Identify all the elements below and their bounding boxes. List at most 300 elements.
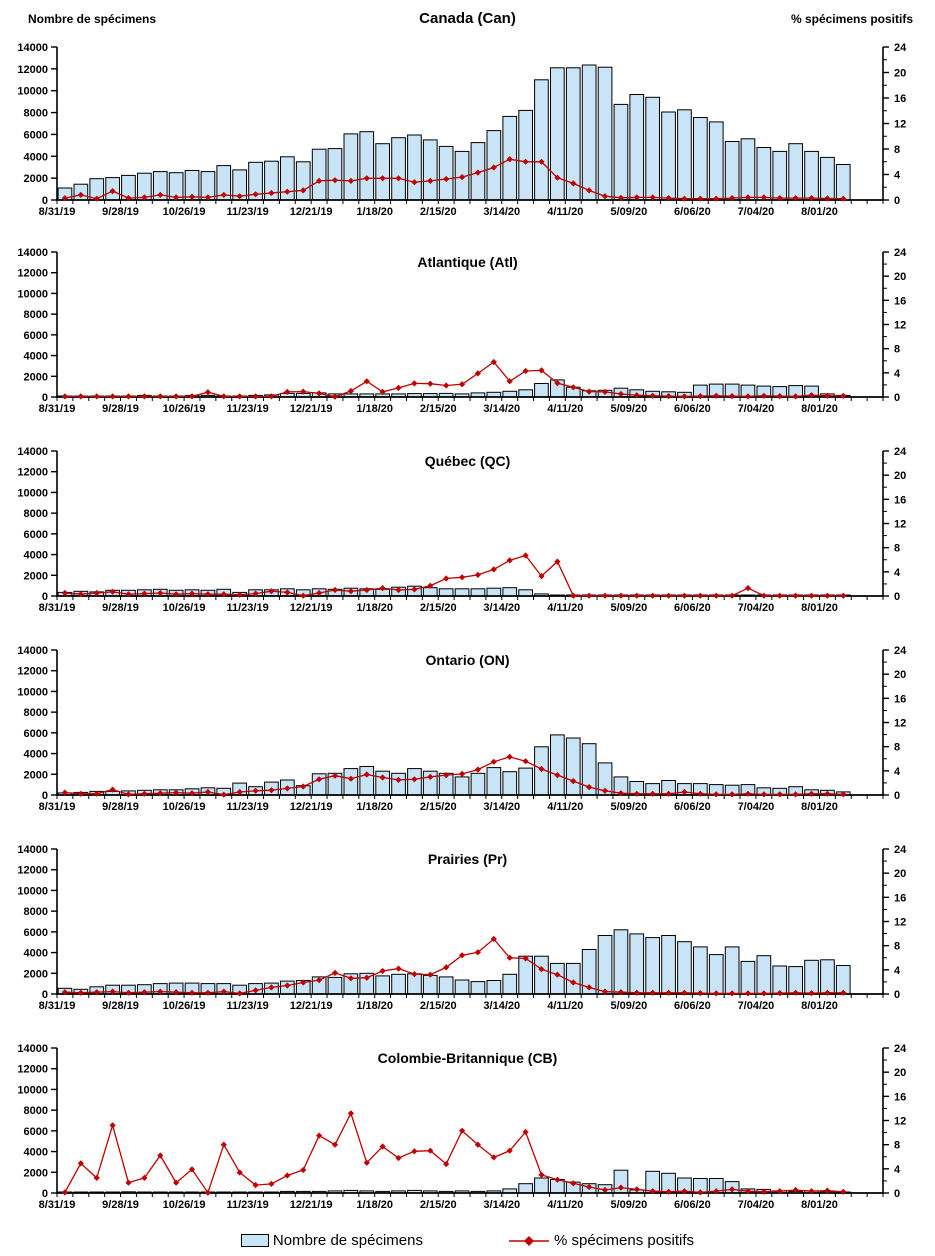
positivity-diamond-marker	[125, 393, 131, 399]
right-axis-tick-label: 8	[894, 542, 901, 555]
positivity-diamond-marker	[459, 771, 465, 777]
specimen-bar	[423, 588, 437, 596]
right-axis-tick-label: 12	[894, 518, 907, 531]
specimen-bar	[646, 938, 660, 994]
positivity-diamond-marker	[443, 382, 449, 388]
positivity-diamond-marker	[491, 566, 497, 572]
x-axis-tick-label: 12/21/19	[289, 801, 333, 813]
specimen-bar	[439, 977, 453, 994]
left-axis-tick-label: 10000	[17, 288, 48, 301]
x-axis-tick-label: 9/28/19	[102, 801, 139, 813]
positivity-diamond-marker	[189, 393, 195, 399]
left-axis-tick-label: 14000	[17, 446, 48, 458]
right-axis-tick-label: 4	[894, 765, 901, 778]
positivity-diamond-marker	[173, 393, 179, 399]
specimen-bar	[312, 149, 326, 200]
x-axis-tick-label: 11/23/19	[226, 403, 269, 415]
left-axis-tick-label: 2000	[23, 1167, 48, 1180]
positivity-diamond-marker	[237, 393, 243, 399]
specimen-bar	[344, 134, 358, 200]
positivity-diamond-marker	[411, 1148, 417, 1154]
x-axis-tick-label: 10/26/19	[162, 801, 206, 813]
specimen-bar	[598, 67, 612, 200]
right-axis-tick-label: 20	[894, 271, 907, 284]
specimen-bar	[503, 772, 517, 795]
x-axis-tick-label: 4/11/20	[547, 801, 584, 813]
specimen-bar	[360, 767, 374, 796]
legend-item-positivity	[508, 1232, 694, 1249]
x-axis-tick-label: 6/06/20	[674, 206, 711, 218]
specimen-bar	[694, 947, 708, 994]
chart-title-prairies: Prairies (Pr)	[427, 851, 508, 867]
specimen-bar	[614, 104, 628, 200]
x-axis-tick-label: 7/04/20	[737, 403, 775, 415]
right-axis-tick-label: 24	[894, 844, 907, 856]
positivity-diamond-marker	[634, 593, 640, 599]
positivity-diamond-marker	[411, 380, 417, 386]
x-axis-tick-label: 5/09/20	[610, 403, 648, 415]
positivity-diamond-marker	[840, 593, 846, 599]
specimen-bar	[487, 588, 501, 596]
bars-group	[58, 65, 850, 200]
positivity-diamond-marker	[78, 393, 84, 399]
left-axis-tick-label: 10000	[17, 1084, 48, 1097]
left-axis-tick-label: 2000	[23, 173, 48, 186]
specimens-legend-label: Nombre de spécimens	[272, 1232, 423, 1249]
x-axis-tick-label: 11/23/19	[226, 1000, 269, 1012]
specimen-bar	[836, 966, 850, 995]
x-axis-tick-label: 12/21/19	[289, 206, 333, 218]
specimen-bar	[296, 162, 310, 200]
left-axis-tick-label: 14000	[17, 1043, 48, 1055]
legend-item-specimens	[241, 1232, 423, 1249]
positivity-diamond-marker	[332, 1142, 338, 1148]
specimen-bar	[535, 80, 549, 200]
x-axis-tick-label: 3/14/20	[483, 403, 521, 415]
positivity-diamond-marker	[380, 968, 386, 974]
left-axis-tick-label: 6000	[23, 727, 48, 740]
specimen-bar	[392, 974, 406, 994]
specimen-bar	[678, 110, 692, 200]
chart-title-colombie-britannique: Colombie-Britannique (CB)	[377, 1050, 558, 1066]
x-axis-tick-label: 8/31/19	[38, 602, 76, 614]
x-axis-tick-label: 8/01/20	[801, 602, 838, 614]
positivity-diamond-marker	[745, 585, 751, 591]
axes-group	[17, 1043, 907, 1211]
canada-chart-svg	[0, 0, 935, 230]
specimen-bar	[503, 974, 517, 994]
left-axis-tick-label: 14000	[17, 247, 48, 259]
left-axis-tick-label: 6000	[23, 129, 48, 142]
positivity-diamond-marker	[777, 593, 783, 599]
x-axis-tick-label: 5/09/20	[610, 1199, 648, 1211]
x-axis-tick-label: 8/31/19	[38, 206, 76, 218]
positivity-diamond-marker	[110, 393, 116, 399]
x-axis-tick-label: 1/18/20	[356, 1199, 394, 1211]
x-axis-tick-label: 5/09/20	[610, 602, 648, 614]
positivity-diamond-marker	[697, 593, 703, 599]
left-axis-tick-label: 0	[41, 1188, 48, 1200]
x-axis-tick-label: 3/14/20	[483, 1000, 521, 1012]
positivity-diamond-marker	[221, 1142, 227, 1148]
left-axis-tick-label: 2000	[23, 570, 48, 583]
specimen-bar	[408, 135, 422, 200]
right-axis-tick-label: 20	[894, 669, 907, 682]
positivity-diamond-marker	[125, 1180, 131, 1186]
right-axis-tick-label: 0	[894, 790, 901, 802]
x-axis-tick-label: 4/11/20	[547, 1199, 584, 1211]
x-axis-tick-label: 9/28/19	[102, 602, 139, 614]
right-axis-tick-label: 16	[894, 693, 907, 706]
x-axis-tick-label: 12/21/19	[289, 403, 333, 415]
x-axis-tick-label: 10/26/19	[162, 206, 206, 218]
x-axis-tick-label: 4/11/20	[547, 206, 584, 218]
specimen-bar	[376, 144, 390, 200]
positivity-diamond-marker	[793, 593, 799, 599]
right-axis-tick-label: 12	[894, 319, 907, 332]
left-axis-tick-label: 0	[41, 591, 48, 603]
x-axis-tick-label: 2/15/20	[419, 602, 457, 614]
right-axis-tick-label: 20	[894, 470, 907, 483]
positivity-legend-label: % spécimens positifs	[554, 1232, 695, 1249]
specimen-bar	[582, 65, 596, 200]
specimen-bar	[455, 980, 469, 994]
left-axis-tick-label: 4000	[23, 1146, 48, 1159]
right-axis-tick-label: 20	[894, 1067, 907, 1080]
specimen-bar	[519, 390, 533, 397]
right-axis-tick-label: 8	[894, 940, 901, 953]
right-axis-tick-label: 0	[894, 1188, 901, 1200]
left-axis-tick-label: 12000	[17, 665, 48, 678]
positivity-diamond-marker	[507, 754, 513, 760]
left-axis-tick-label: 8000	[23, 906, 48, 919]
left-axis-tick-label: 4000	[23, 748, 48, 761]
chart-block-prairies	[0, 827, 935, 1026]
left-axis-tick-label: 14000	[17, 844, 48, 856]
left-axis-tick-label: 6000	[23, 1125, 48, 1138]
specimen-bar	[725, 142, 739, 201]
positivity-diamond-marker	[729, 593, 735, 599]
positivity-diamond-marker	[268, 393, 274, 399]
specimen-bar	[646, 97, 660, 200]
right-axis-tick-label: 24	[894, 42, 907, 54]
specimen-bar	[694, 118, 708, 201]
specimen-bar	[487, 768, 501, 795]
x-axis-tick-label: 3/14/20	[483, 801, 521, 813]
positivity-diamond-marker	[459, 574, 465, 580]
positivity-diamond-marker	[316, 1133, 322, 1139]
specimen-bar	[598, 936, 612, 995]
specimen-bar	[630, 934, 644, 994]
left-axis-tick-label: 6000	[23, 329, 48, 342]
x-axis-tick-label: 1/18/20	[356, 801, 394, 813]
positivity-diamond-marker	[78, 791, 84, 797]
left-axis-tick-label: 14000	[17, 42, 48, 54]
left-axis-tick-label: 12000	[17, 864, 48, 877]
specimen-bar	[805, 151, 819, 200]
x-axis-tick-label: 2/15/20	[419, 1199, 457, 1211]
specimen-bar	[789, 144, 803, 200]
x-axis-tick-label: 7/04/20	[737, 1199, 775, 1211]
x-axis-tick-label: 12/21/19	[289, 602, 333, 614]
specimen-bar	[614, 930, 628, 994]
x-axis-tick-label: 8/31/19	[38, 403, 76, 415]
x-axis-tick-label: 4/11/20	[547, 1000, 584, 1012]
positivity-diamond-marker	[205, 389, 211, 395]
left-axis-tick-label: 0	[41, 195, 48, 207]
specimens-bar-swatch-icon	[241, 1234, 269, 1247]
right-axis-tick-label: 4	[894, 1163, 901, 1176]
specimen-bar	[836, 165, 850, 201]
left-axis-tick-label: 4000	[23, 549, 48, 562]
positivity-diamond-marker	[713, 593, 719, 599]
left-axis-tick-label: 0	[41, 392, 48, 404]
positivity-diamond-marker	[602, 593, 608, 599]
left-axis-tick-label: 2000	[23, 371, 48, 384]
right-axis-tick-label: 8	[894, 343, 901, 356]
bars-group	[58, 735, 850, 795]
specimen-bar	[566, 68, 580, 200]
x-axis-tick-label: 8/01/20	[801, 206, 838, 218]
positivity-diamond-marker	[332, 970, 338, 976]
left-axis-tick-label: 10000	[17, 885, 48, 898]
right-axis-tick-label: 16	[894, 1091, 907, 1104]
x-axis-tick-label: 2/15/20	[419, 801, 457, 813]
x-axis-tick-label: 2/15/20	[419, 403, 457, 415]
positivity-diamond-marker	[570, 593, 576, 599]
x-axis-tick-label: 2/15/20	[419, 1000, 457, 1012]
right-axis-tick-label: 24	[894, 446, 907, 458]
positivity-diamond-marker	[761, 593, 767, 599]
right-axis-tick-label: 8	[894, 741, 901, 754]
left-axis-tick-label: 14000	[17, 645, 48, 657]
right-axis-tick-label: 12	[894, 118, 907, 131]
right-axis-tick-label: 16	[894, 295, 907, 308]
right-axis-tick-label: 12	[894, 717, 907, 730]
left-axis-tick-label: 6000	[23, 926, 48, 939]
left-axis-tick-label: 8000	[23, 707, 48, 720]
specimen-bar	[439, 589, 453, 596]
right-axis-tick-label: 8	[894, 1139, 901, 1152]
x-axis-tick-label: 11/23/19	[226, 801, 269, 813]
x-axis-tick-label: 8/31/19	[38, 1199, 76, 1211]
chart-title-quebec: Québec (QC)	[424, 453, 511, 469]
specimen-bar	[709, 122, 723, 200]
specimen-bar	[344, 769, 358, 795]
specimen-bar	[519, 768, 533, 795]
positivity-diamond-marker	[586, 593, 592, 599]
positivity-diamond-marker	[395, 385, 401, 391]
right-axis-tick-label: 0	[894, 195, 901, 207]
x-axis-tick-label: 11/23/19	[226, 206, 269, 218]
positivity-diamond-marker	[348, 1110, 354, 1116]
positivity-diamond-marker	[475, 767, 481, 773]
x-axis-tick-label: 9/28/19	[102, 1000, 139, 1012]
positivity-diamond-marker	[94, 393, 100, 399]
x-axis-tick-label: 11/23/19	[226, 1199, 269, 1211]
right-axis-tick-label: 24	[894, 1043, 907, 1055]
specimen-bar	[471, 773, 485, 795]
x-axis-tick-label: 5/09/20	[610, 206, 648, 218]
positivity-diamond-marker	[284, 1172, 290, 1178]
x-axis-tick-label: 7/04/20	[737, 1000, 775, 1012]
x-axis-tick-label: 4/11/20	[547, 403, 584, 415]
specimen-bar	[535, 384, 549, 398]
specimen-bar	[471, 589, 485, 596]
left-axis-tick-label: 0	[41, 989, 48, 1001]
specimen-bar	[503, 588, 517, 596]
positivity-diamond-marker	[650, 593, 656, 599]
specimen-bar	[709, 955, 723, 994]
left-axis-tick-label: 12000	[17, 466, 48, 479]
specimen-bar	[519, 1184, 533, 1193]
left-axis-tick-label: 0	[41, 790, 48, 802]
specimen-bar	[821, 960, 835, 994]
positivity-diamond-marker	[300, 1167, 306, 1173]
specimen-bar	[455, 589, 469, 596]
x-axis-tick-label: 1/18/20	[356, 403, 394, 415]
chart-title-ontario: Ontario (ON)	[425, 652, 510, 668]
x-axis-tick-label: 4/11/20	[547, 602, 584, 614]
specimen-bar	[566, 963, 580, 994]
x-axis-tick-label: 9/28/19	[102, 206, 139, 218]
x-axis-tick-label: 8/01/20	[801, 1000, 838, 1012]
x-axis-tick-label: 3/14/20	[483, 602, 521, 614]
specimen-bar	[376, 976, 390, 994]
right-axis-tick-label: 12	[894, 916, 907, 929]
specimen-bar	[360, 132, 374, 200]
specimen-bar	[678, 942, 692, 994]
specimen-bar	[392, 773, 406, 795]
right-axis-tick-label: 4	[894, 566, 901, 579]
specimen-bar	[519, 590, 533, 596]
specimen-bar	[392, 138, 406, 200]
positivity-diamond-marker	[268, 1181, 274, 1187]
right-axis-tick-label: 20	[894, 868, 907, 881]
x-axis-tick-label: 9/28/19	[102, 1199, 139, 1211]
specimen-bar	[662, 112, 676, 200]
left-axis-tick-label: 10000	[17, 686, 48, 699]
positivity-diamond-marker	[523, 758, 529, 764]
specimen-bar	[535, 956, 549, 994]
left-axis-tick-label: 8000	[23, 107, 48, 120]
x-axis-tick-label: 6/06/20	[674, 403, 711, 415]
specimen-bar	[551, 963, 565, 994]
chart-title-canada: Canada (Can)	[419, 10, 516, 27]
positivity-line-swatch-icon	[508, 1235, 550, 1247]
chart-block-ontario	[0, 628, 935, 827]
right-axis-tick-label: 0	[894, 989, 901, 1001]
chart-block-canada	[0, 0, 935, 230]
right-axis-tick-label: 20	[894, 67, 907, 80]
positivity-diamond-marker	[475, 572, 481, 578]
positivity-diamond-marker	[141, 393, 147, 399]
specimen-bar	[757, 956, 771, 994]
left-axis-tick-label: 4000	[23, 947, 48, 960]
right-axis-tick-label: 12	[894, 1115, 907, 1128]
positivity-diamond-marker	[62, 1189, 68, 1195]
chart-block-colombie-britannique	[0, 1026, 935, 1225]
x-axis-tick-label: 7/04/20	[737, 602, 775, 614]
x-axis-tick-label: 12/21/19	[289, 1000, 333, 1012]
specimen-bar	[662, 936, 676, 995]
legend	[0, 1225, 935, 1256]
positivity-diamond-marker	[348, 388, 354, 394]
left-axis-title: Nombre de spécimens	[28, 12, 157, 26]
specimen-bar	[773, 151, 787, 200]
positivity-diamond-marker	[824, 593, 830, 599]
x-axis-tick-label: 2/15/20	[419, 206, 457, 218]
right-axis-tick-label: 0	[894, 591, 901, 603]
specimen-bar	[566, 738, 580, 795]
x-axis-tick-label: 7/04/20	[737, 801, 775, 813]
positivity-diamond-marker	[538, 1172, 544, 1178]
x-axis-tick-label: 3/14/20	[483, 1199, 521, 1211]
left-axis-tick-label: 8000	[23, 309, 48, 322]
x-axis-tick-label: 10/26/19	[162, 602, 206, 614]
x-axis-tick-label: 10/26/19	[162, 403, 206, 415]
specimen-bar	[741, 139, 755, 200]
x-axis-tick-label: 6/06/20	[674, 1000, 711, 1012]
right-axis-tick-label: 24	[894, 247, 907, 259]
specimen-bar	[805, 960, 819, 994]
left-axis-tick-label: 12000	[17, 1063, 48, 1076]
positivity-diamond-marker	[110, 1122, 116, 1128]
right-axis-tick-label: 4	[894, 964, 901, 977]
specimen-bar	[519, 110, 533, 200]
positivity-diamond-marker	[840, 393, 846, 399]
specimen-bar	[455, 777, 469, 795]
specimen-bar	[630, 95, 644, 201]
x-axis-tick-label: 6/06/20	[674, 1199, 711, 1211]
x-axis-tick-label: 3/14/20	[483, 206, 521, 218]
x-axis-tick-label: 8/31/19	[38, 801, 76, 813]
x-axis-tick-label: 8/01/20	[801, 403, 838, 415]
positivity-diamond-marker	[507, 557, 513, 563]
right-axis-tick-label: 4	[894, 169, 901, 182]
positivity-diamond-marker	[395, 966, 401, 972]
left-axis-tick-label: 8000	[23, 1105, 48, 1118]
left-axis-tick-label: 6000	[23, 528, 48, 541]
x-axis-tick-label: 6/06/20	[674, 602, 711, 614]
right-axis-tick-label: 16	[894, 892, 907, 905]
right-axis-tick-label: 16	[894, 494, 907, 507]
x-axis-tick-label: 1/18/20	[356, 206, 394, 218]
left-axis-tick-label: 4000	[23, 350, 48, 363]
x-axis-tick-label: 8/01/20	[801, 801, 838, 813]
x-axis-tick-label: 6/06/20	[674, 801, 711, 813]
positivity-diamond-marker	[62, 393, 68, 399]
specimen-bar	[551, 735, 565, 795]
chart-block-quebec	[0, 429, 935, 628]
left-axis-tick-label: 12000	[17, 267, 48, 280]
right-axis-tick-label: 0	[894, 392, 901, 404]
specimen-bar	[328, 149, 342, 200]
specimen-bar	[423, 140, 437, 200]
specimen-bar	[821, 157, 835, 200]
specimen-bar	[741, 961, 755, 994]
right-axis-tick-label: 4	[894, 367, 901, 380]
positivity-diamond-marker	[681, 593, 687, 599]
x-axis-tick-label: 12/21/19	[289, 1199, 333, 1211]
positivity-diamond-marker	[618, 593, 624, 599]
left-axis-tick-label: 10000	[17, 85, 48, 98]
x-axis-tick-label: 8/31/19	[38, 1000, 76, 1012]
x-axis-tick-label: 5/09/20	[610, 1000, 648, 1012]
left-axis-tick-label: 2000	[23, 769, 48, 782]
x-axis-tick-label: 7/04/20	[737, 206, 775, 218]
specimen-bar	[725, 947, 739, 994]
